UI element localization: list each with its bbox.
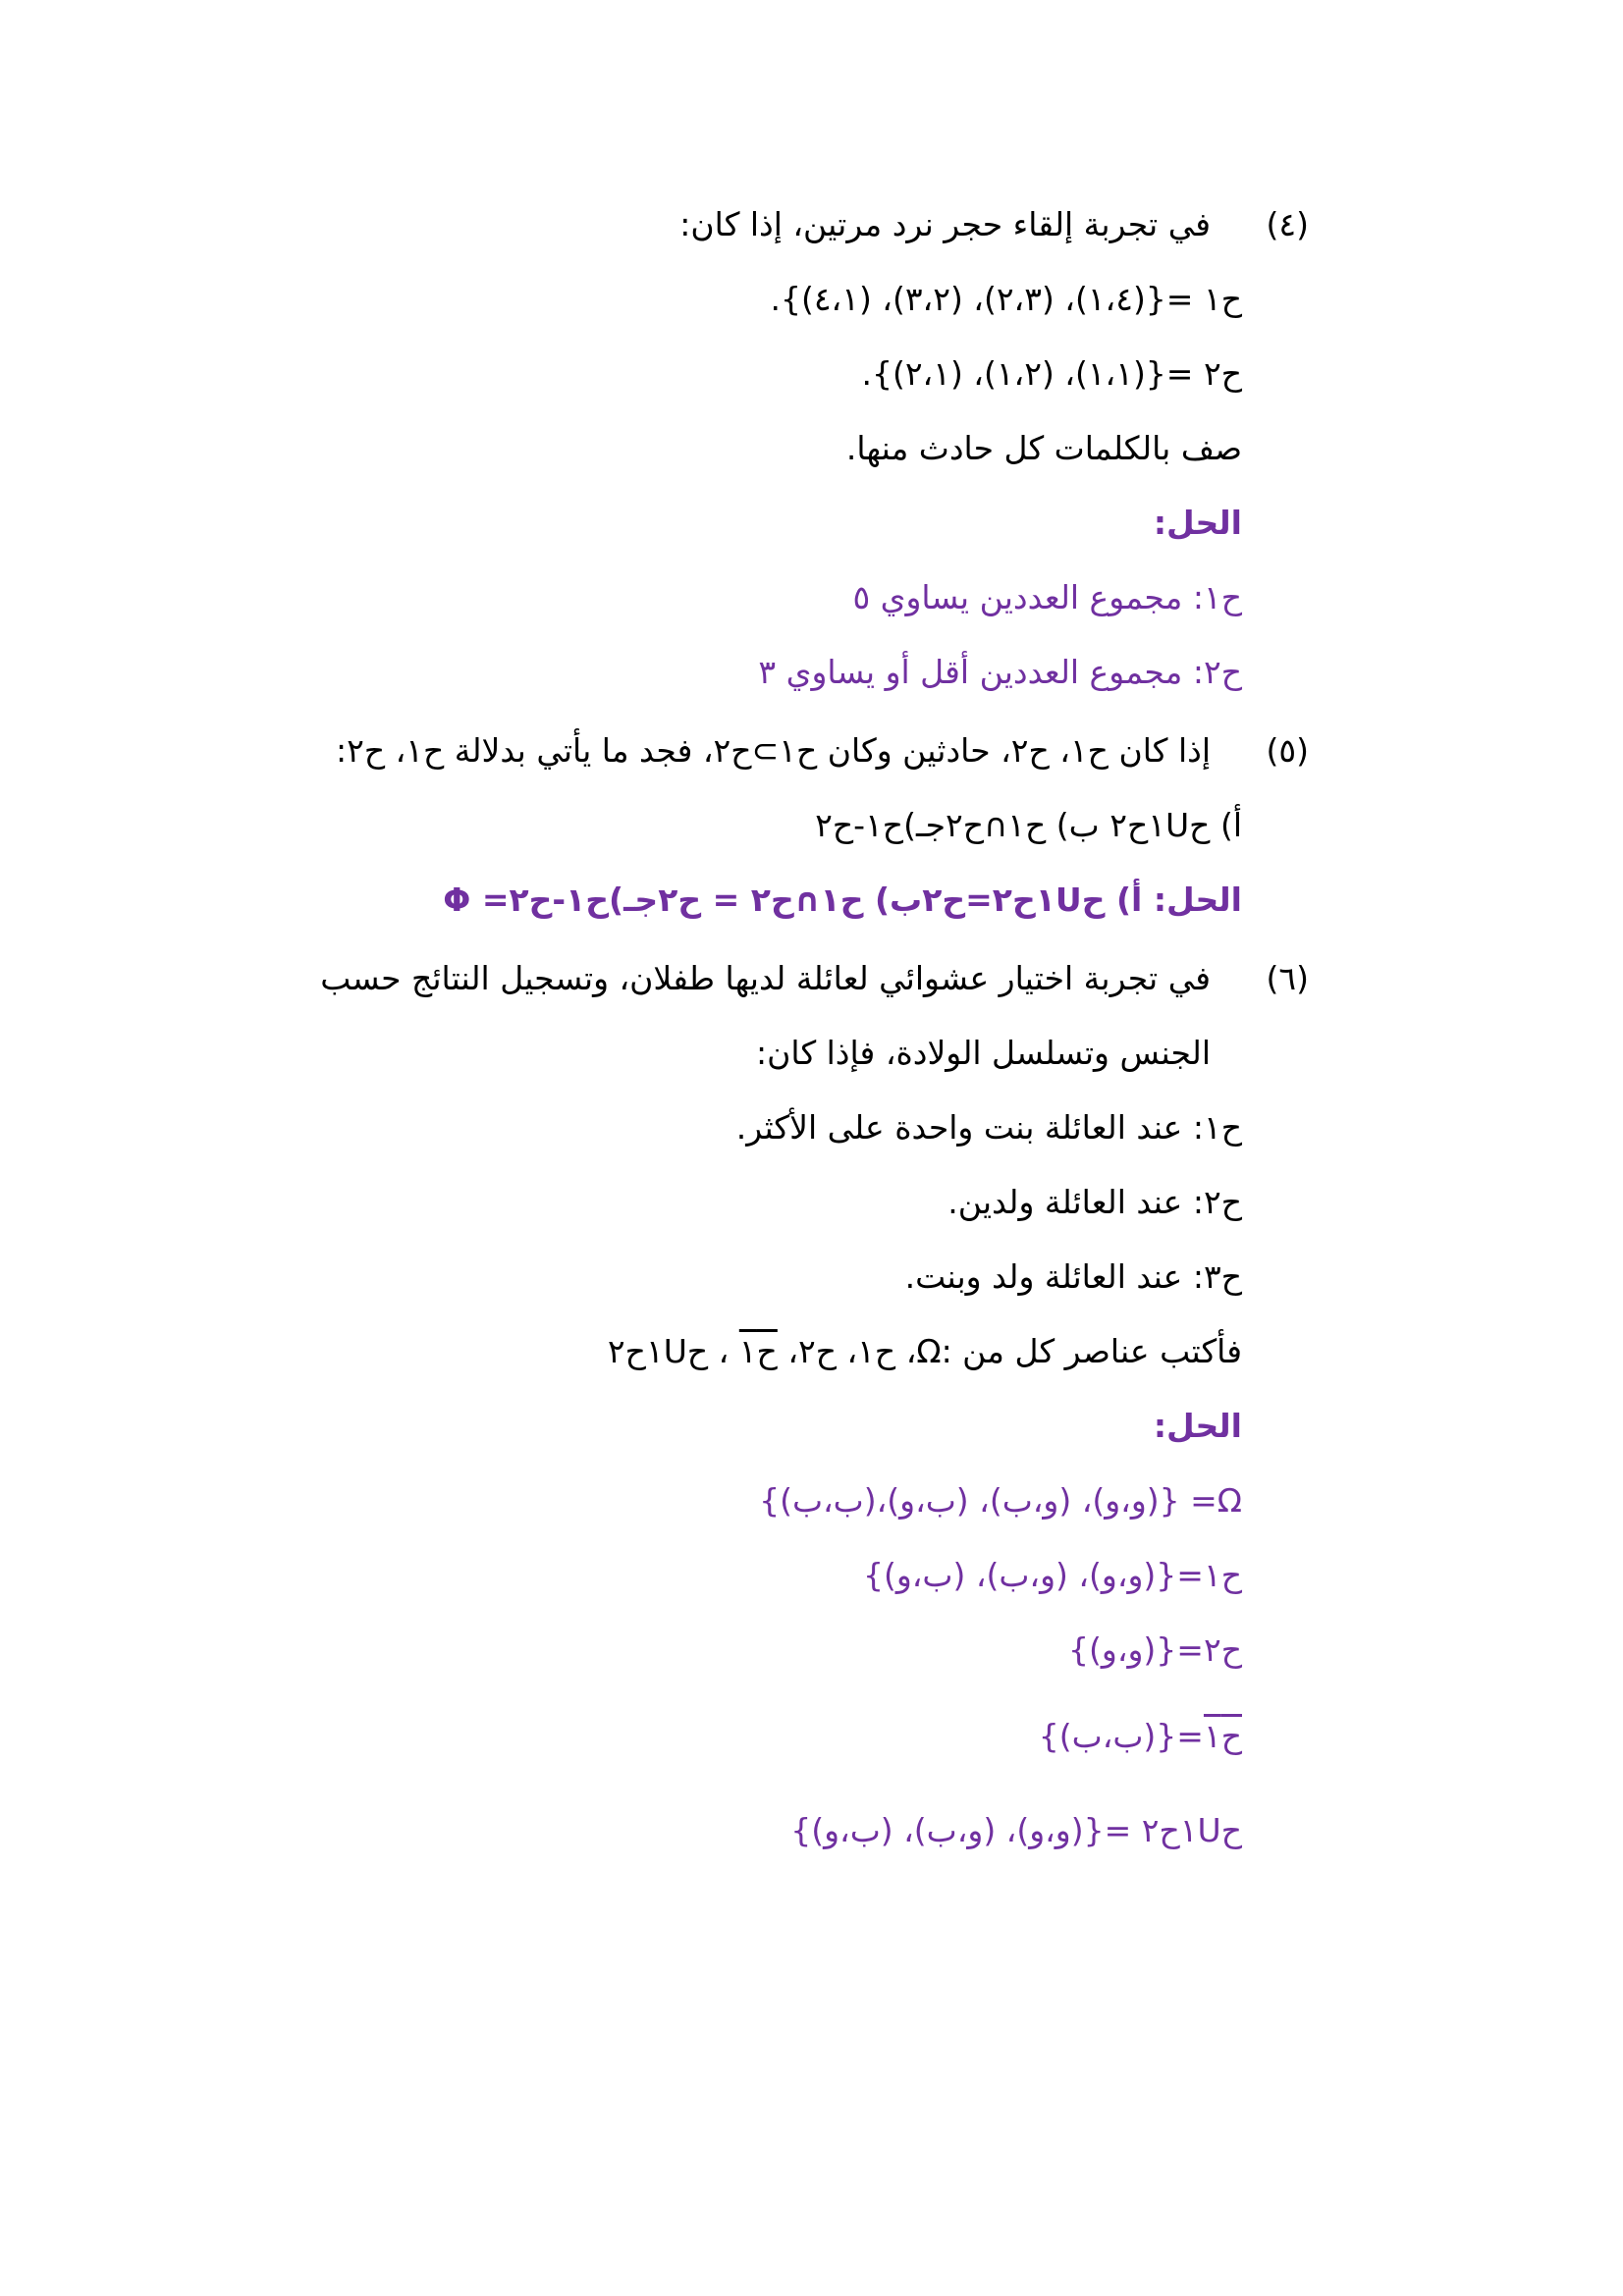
q6-task-prefix: فأكتب عناصر كل من :Ω، ح١، ح٢، <box>777 1332 1242 1370</box>
q6-solution-e1: ح١={(و،و)، (و،ب)، (ب،و)} <box>862 1556 1242 1594</box>
q4-instruction: صف بالكلمات كل حادث منها. <box>845 429 1242 467</box>
q6-omega: Ω= {(و،و)، (و،ب)، (ب،و)،(ب،ب)} <box>759 1481 1242 1520</box>
q6-event2: ح٢: عند العائلة ولدين. <box>947 1183 1242 1221</box>
q4-event2: ح٢ ={(١،١)، (١،٢)، (٢،١)}. <box>861 354 1242 393</box>
q6-task <box>607 1332 1242 1370</box>
q6-text-line2: الجنس وتسلسل الولادة، فإذا كان: <box>756 1034 1211 1072</box>
q5-parts: أ) ح١Uح٢ ب) ح١∩ح٢جـ)ح١-ح٢ <box>815 806 1242 844</box>
q4-answer2: ح٢: مجموع العددين أقل أو يساوي ٣ <box>758 653 1242 691</box>
q6-complement-value: ={(ب،ب)} <box>1038 1717 1204 1755</box>
q4-solution-label: الحل: <box>1153 504 1242 542</box>
q6-solution-e2: ح٢={(و،و)} <box>1068 1630 1242 1669</box>
q6-event1: ح١: عند العائلة بنت واحدة على الأكثر. <box>735 1108 1242 1147</box>
q6-task-complement: ح١ <box>738 1332 778 1370</box>
q6-number: (٦) <box>1266 959 1309 997</box>
q5-solution: الحل: أ) ح١Uح٢=ح٢ب) ح١∩ح٢ = ح٢جـ)ح١-ح٢= Φ <box>443 881 1242 919</box>
q6-event3: ح٣: عند العائلة ولد وبنت. <box>904 1257 1242 1296</box>
q6-complement <box>1038 1717 1242 1755</box>
q6-complement-label: ح١ <box>1203 1717 1242 1755</box>
q5-number: (٥) <box>1266 731 1309 770</box>
q4-text: في تجربة إلقاء حجر نرد مرتين، إذا كان: <box>679 205 1211 243</box>
q4-event1: ح١ ={(١،٤)، (٢،٣)، (٣،٢)، (٤،١)}. <box>770 280 1242 318</box>
q6-task-suffix: ، ح١Uح٢ <box>607 1332 739 1370</box>
q6-text-line1: في تجربة اختيار عشوائي لعائلة لديها طفلان، وتسجيل النتائج حسب <box>320 959 1211 997</box>
q6-union: ح١Uح٢ ={(و،و)، (و،ب)، (ب،و)} <box>790 1811 1242 1849</box>
q4-number: (٤) <box>1266 205 1309 243</box>
q4-answer1: ح١: مجموع العددين يساوي ٥ <box>852 578 1242 616</box>
q5-text: إذا كان ح١، ح٢، حادثين وكان ح١⊃ح٢، فجد ما يأتي بدلالة ح١، ح٢: <box>335 731 1211 770</box>
q6-solution-label: الحل: <box>1153 1407 1242 1445</box>
